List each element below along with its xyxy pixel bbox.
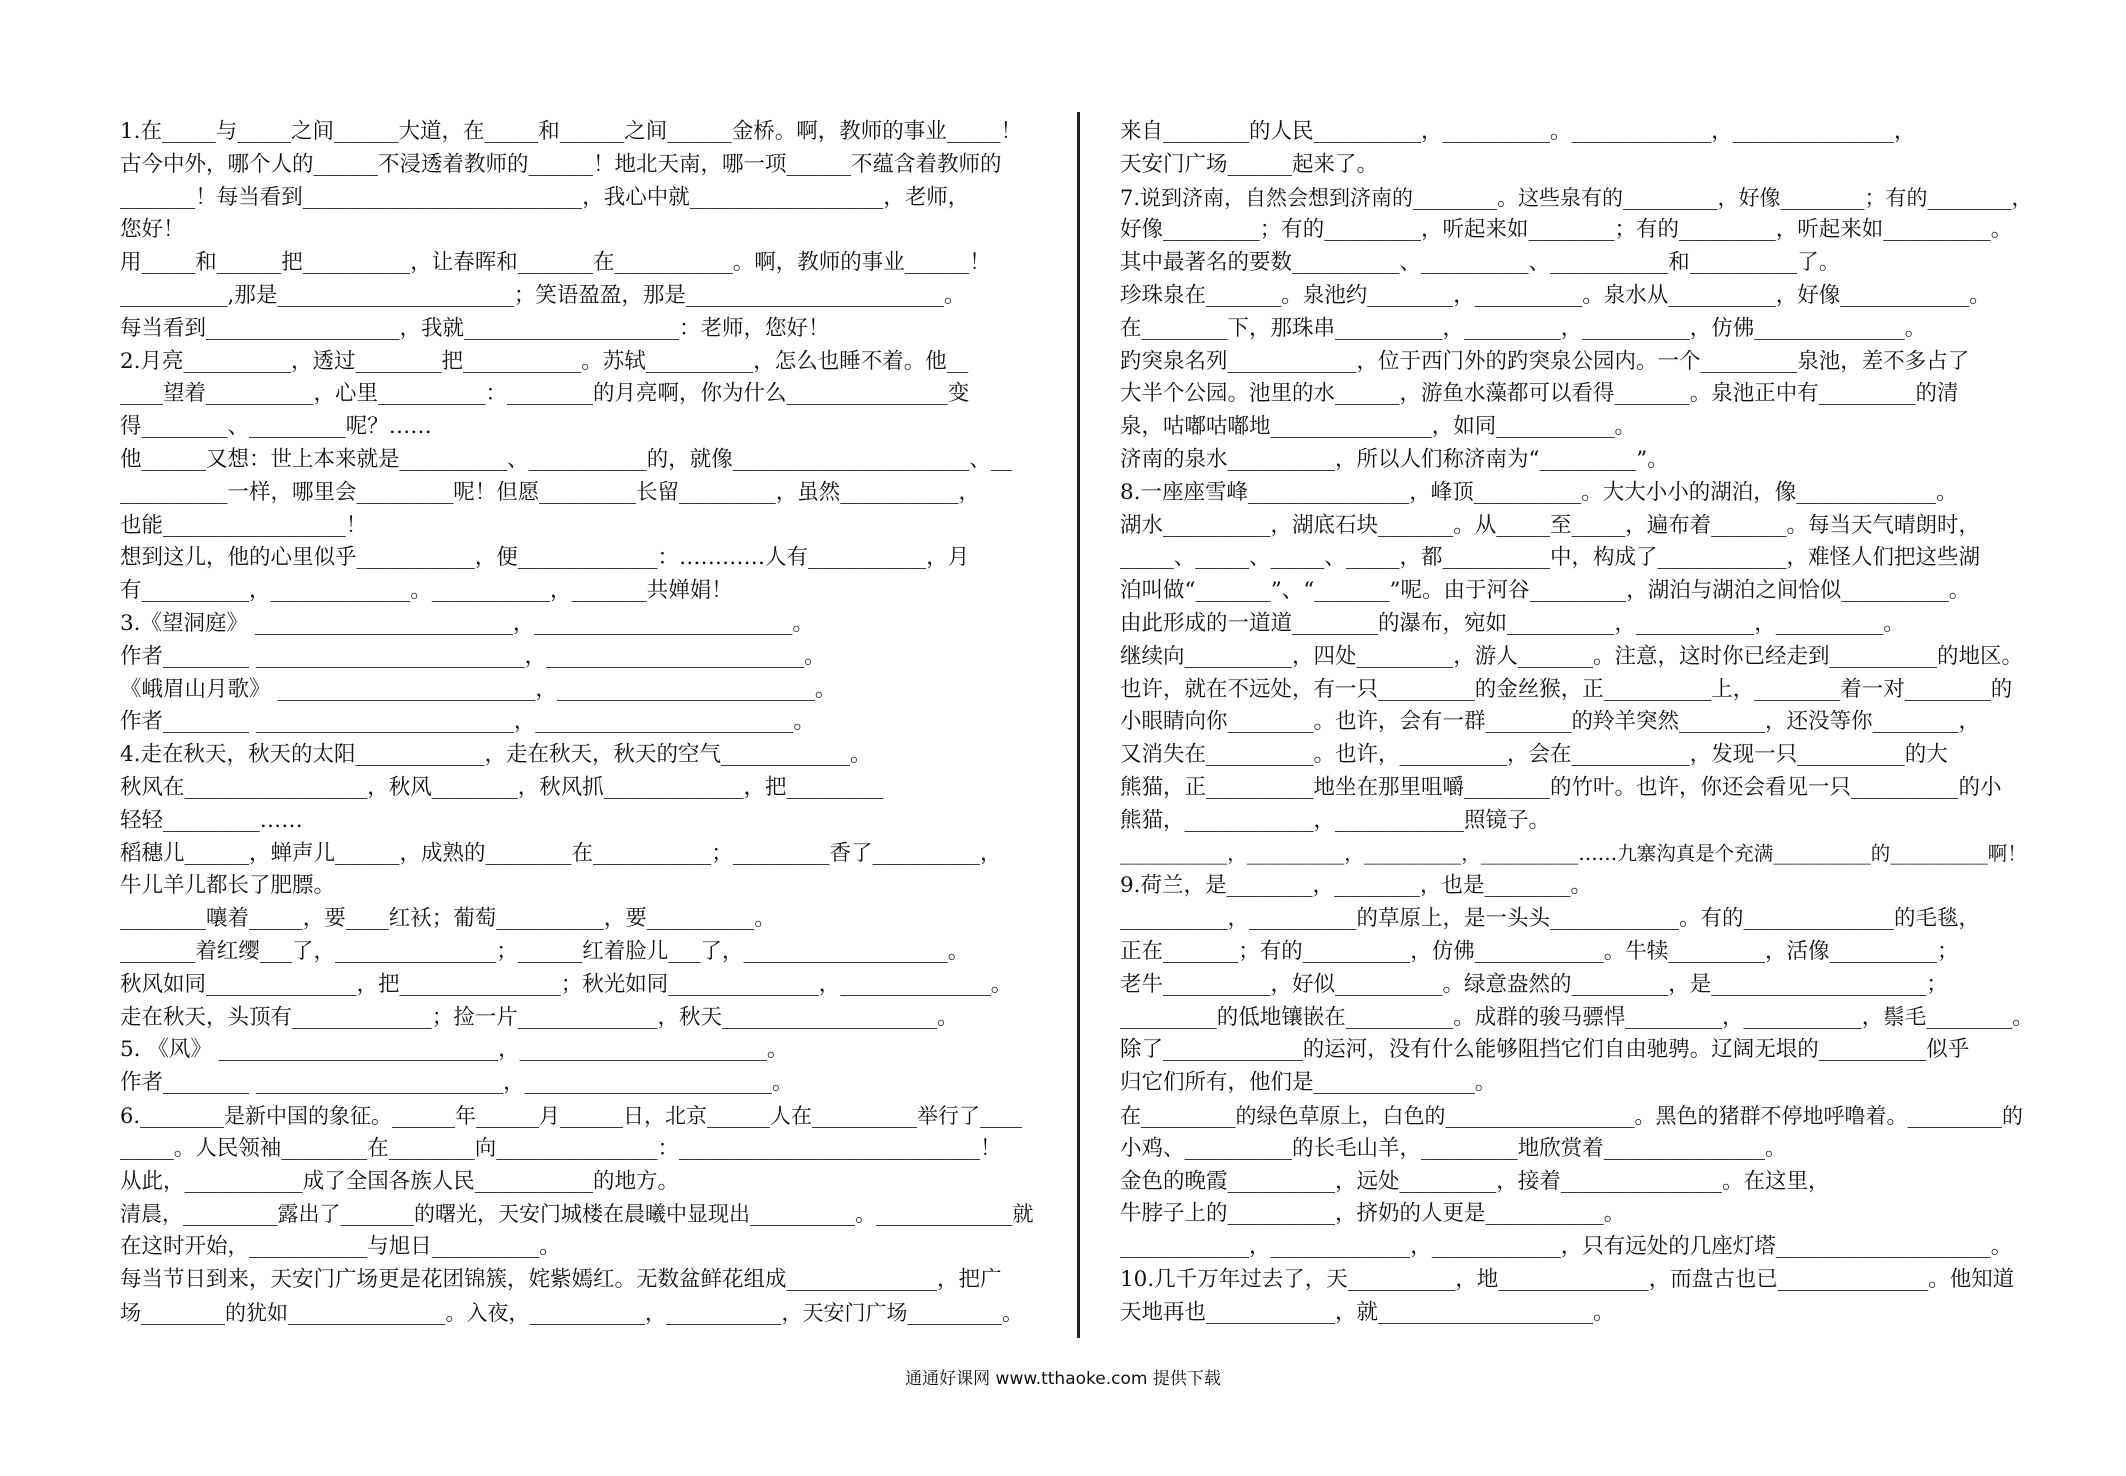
worksheet-line: 作者________ _________________________，________________________。 — [120, 643, 826, 669]
worksheet-line: 在________下，那珠串__________，_________，__________，仿佛______________。 — [1120, 315, 1927, 341]
worksheet-line: ___________，__________，__________，__________……九寨沟真是个充满__________的__________啊！ — [1120, 841, 2027, 865]
worksheet-line: 秋风在_________________，秋风________，秋风抓_____________，把_________ — [120, 774, 884, 800]
left-column — [120, 116, 1042, 1329]
worksheet-line: 又消失在__________。也许，__________，会在___________，发现一只__________的大 — [1120, 742, 1948, 768]
worksheet-line: 金色的晚霞__________，远处_________，接着_______________。在这里， — [1120, 1168, 1830, 1194]
worksheet-line: 泉，咕嘟咕嘟地_______________，如同___________。 — [1120, 414, 1637, 440]
worksheet-line: _____、_____、_____、_____，都__________中，构成了____________，难怪人们把这些湖 — [1120, 545, 1981, 571]
worksheet-line: 正在_______；有的__________，仿佛____________。牛犊_________，活像__________； — [1120, 938, 1959, 964]
worksheet-line: 7.说到济南，自然会想到济南的________。这些泉有的_________，好像________；有的________， — [1120, 185, 2033, 210]
worksheet-line: 9.荷兰，是________，________，也是________。 — [1120, 873, 1593, 899]
worksheet-line: 5. 《风》 __________________________，_______________________。 — [120, 1037, 789, 1063]
worksheet-line: 泊叫做“_______”、“_______”呢。由于河谷_________，湖泊与湖泊之间恰似__________。 — [1120, 578, 1971, 604]
worksheet-line: 也能_________________！ — [120, 512, 368, 538]
worksheet-line: 《峨眉山月歌》 ________________________，________________________。 — [120, 676, 837, 702]
worksheet-line: 其中最著名的要数__________、__________、___________和__________了。 — [1120, 250, 1841, 276]
worksheet-line: 好像_________；有的_________，听起来如________；有的_________，听起来如__________。 — [1120, 217, 2013, 243]
worksheet-line: 珍珠泉在_______。泉池约________，__________。泉水从__________，好像____________。 — [1120, 282, 1991, 308]
worksheet-line: 每当看到__________________，我就____________________：老师，您好！ — [120, 315, 830, 341]
worksheet-line: 从此，___________成了全国各族人民___________的地方。 — [120, 1168, 680, 1194]
worksheet-line: 4.走在秋天，秋天的太阳____________，走在秋天，秋天的空气____________。 — [120, 742, 872, 768]
footer-credit: 通通好课网 www.tthaoke.com 提供下载 — [905, 1369, 1221, 1389]
worksheet-line: _______！每当看到__________________________，我心中就__________________，老师， — [120, 184, 970, 210]
worksheet-line: 熊猫，____________，____________照镜子。 — [1120, 807, 1551, 833]
worksheet-line: 用_____和______把__________，让春晖和_______在___________。啊，教师的事业______！ — [120, 250, 991, 276]
worksheet-line: 古今中外，哪个人的______不浸透着教师的______！地北天南，哪一项______不蕴含着教师的 — [120, 151, 1002, 177]
worksheet-line: 湖水__________，湖底石块_______。从_____至_____，遍布着_______。每当天气晴朗时， — [1120, 512, 1981, 538]
worksheet-line: 稻穗儿______，蝉声儿______，成熟的________在___________；_________香了__________， — [120, 840, 1002, 866]
worksheet-line: 趵突泉名列____________，位于西门外的趵突泉公园内。一个_________泉池，差不多占了 — [1120, 348, 1970, 374]
worksheet-line: _____。人民领袖________在________向_______________：____________________________！ — [120, 1135, 1002, 1161]
worksheet-line: 除了_____________的运河，没有什么能够阻挡它们自由驰骋。辽阔无垠的__________似乎 — [1120, 1037, 1970, 1063]
worksheet-line: 在_________的绿色草原上，白色的__________________。黑色的猪群不停地呼噜着。_________的 — [1120, 1103, 2023, 1128]
worksheet-line: 8.一座座雪峰_______________，峰顶__________。大大小小的湖泊，像_____________。 — [1120, 479, 1958, 505]
worksheet-line: 作者________ ________________________，________________________。 — [120, 709, 815, 735]
worksheet-line: 小鸡、__________的长毛山羊，_________地欣赏着_______________。 — [1120, 1135, 1787, 1161]
worksheet-line: 归它们所有，他们是_______________。 — [1120, 1070, 1497, 1096]
worksheet-line: ________嚷着_____，要____红袄；葡萄__________，要__________。 — [120, 906, 776, 932]
worksheet-line: _________的低地镶嵌在__________。成群的骏马骠悍_________，___________，鬃毛________。 — [1120, 1004, 2034, 1030]
worksheet-line: __________一样，哪里会_________呢！但愿_________长留_________，虽然___________， — [120, 479, 981, 505]
worksheet-line: 天地再也____________，就____________________。 — [1120, 1299, 1615, 1325]
worksheet-line: 小眼睛向你________。也许，会有一群________的羚羊突然________，还没等你________， — [1120, 709, 1981, 735]
worksheet-line: 2.月亮__________，透过________把___________。苏轼__________，怎么也睡不着。他__ — [120, 348, 969, 374]
worksheet-line: 1.在_____与_____之间______大道，在_____和______之间______金桥。啊，教师的事业_____！ — [120, 119, 1023, 144]
worksheet-line: 也许，就在不远处，有一只_________的金丝猴，正__________上，________着一对________的 — [1120, 676, 2013, 702]
right-column — [1120, 116, 2042, 1329]
worksheet-line: 由此形成的一道道________的瀑布，宛如__________，___________，__________。 — [1120, 610, 1905, 636]
worksheet-line: 想到这儿，他的心里似乎___________，便_____________：…………人有___________，月 — [120, 545, 970, 571]
worksheet-line: 作者________ _______________________，_______________________。 — [120, 1070, 794, 1096]
worksheet-line: 老牛__________，好似__________。绿意盎然的_________，是____________________； — [1120, 971, 1948, 997]
column-divider — [1077, 112, 1080, 1338]
worksheet-line: __________,那是______________________；笑语盈盈，那是________________________。 — [120, 282, 966, 308]
worksheet-line: 济南的泉水__________，所以人们称济南为“_________”。 — [1120, 446, 1669, 472]
worksheet-line: ____望着__________，心里__________：________的月亮啊，你为什么_______________变 — [120, 381, 970, 407]
worksheet-line: __________，__________的草原上，是一头头____________。有的______________的毛毯， — [1120, 906, 1981, 932]
worksheet-line: 继续向__________，四处_________，游人_______。注意，这时你已经走到__________的地区。 — [1120, 643, 2024, 669]
worksheet-line: 牛脖子上的__________，挤奶的人更是___________。 — [1120, 1201, 1626, 1227]
worksheet-line: 他______又想：世上本来就是__________、___________的，就像______________________、__ — [120, 446, 1013, 472]
worksheet-line: _______着红缨___了，_______________；______红着脸儿___了，___________________。 — [120, 938, 970, 964]
worksheet-line: ____________，_____________，____________，只有远处的几座灯塔____________________。 — [1120, 1234, 2013, 1260]
worksheet-line: 在这时开始，___________与旭日__________。 — [120, 1234, 561, 1260]
worksheet-line: 每当节日到来，天安门广场更是花团锦簇，姹紫嫣红。无数盆鲜花组成______________，把广 — [120, 1266, 1002, 1292]
worksheet-line: 轻轻_________…… — [120, 807, 303, 833]
worksheet-line: 您好！ — [120, 217, 185, 243]
worksheet-line: 得________、_________呢？…… — [120, 414, 432, 440]
worksheet-line: 6.________是新中国的象征。______年______月______日，北京______人在__________举行了____ — [120, 1103, 1023, 1128]
worksheet-line: 场________的犹如_______________。入夜，___________，___________，天安门广场_________。 — [120, 1300, 1023, 1325]
worksheet-line: 大半个公园。池里的水______，游鱼水藻都可以看得_______。泉池正中有_________的清 — [1120, 381, 1959, 407]
worksheet-line: 秋风如同______________，把_______________；秋光如同______________，______________。 — [120, 971, 1013, 997]
worksheet-line: 走在秋天，头顶有_____________；捡一片_____________，秋天____________________。 — [120, 1004, 959, 1030]
worksheet-line: 3.《望洞庭》 ________________________，________________________。 — [120, 610, 814, 636]
worksheet-line: 有__________，_____________。___________，_______共婵娟！ — [120, 578, 733, 604]
worksheet-line: 清晨，_________露出了_______的曙光，天安门城楼在晨曦中显现出__________。_____________就 — [120, 1202, 1034, 1227]
worksheet-line: 熊猫，正__________地坐在那里咀嚼________的竹叶。也许，你还会看见一只__________的小 — [1120, 774, 2002, 800]
worksheet-line: 天安门广场______起来了。 — [1120, 151, 1379, 177]
worksheet-line: 10.几千万年过去了，天__________，地______________，而盘古也已______________。他知道 — [1120, 1266, 2015, 1292]
worksheet-line: 来自________的人民__________，__________。_____________，_______________， — [1120, 119, 1916, 144]
worksheet-line: 牛儿羊儿都长了肥膘。 — [120, 873, 336, 899]
